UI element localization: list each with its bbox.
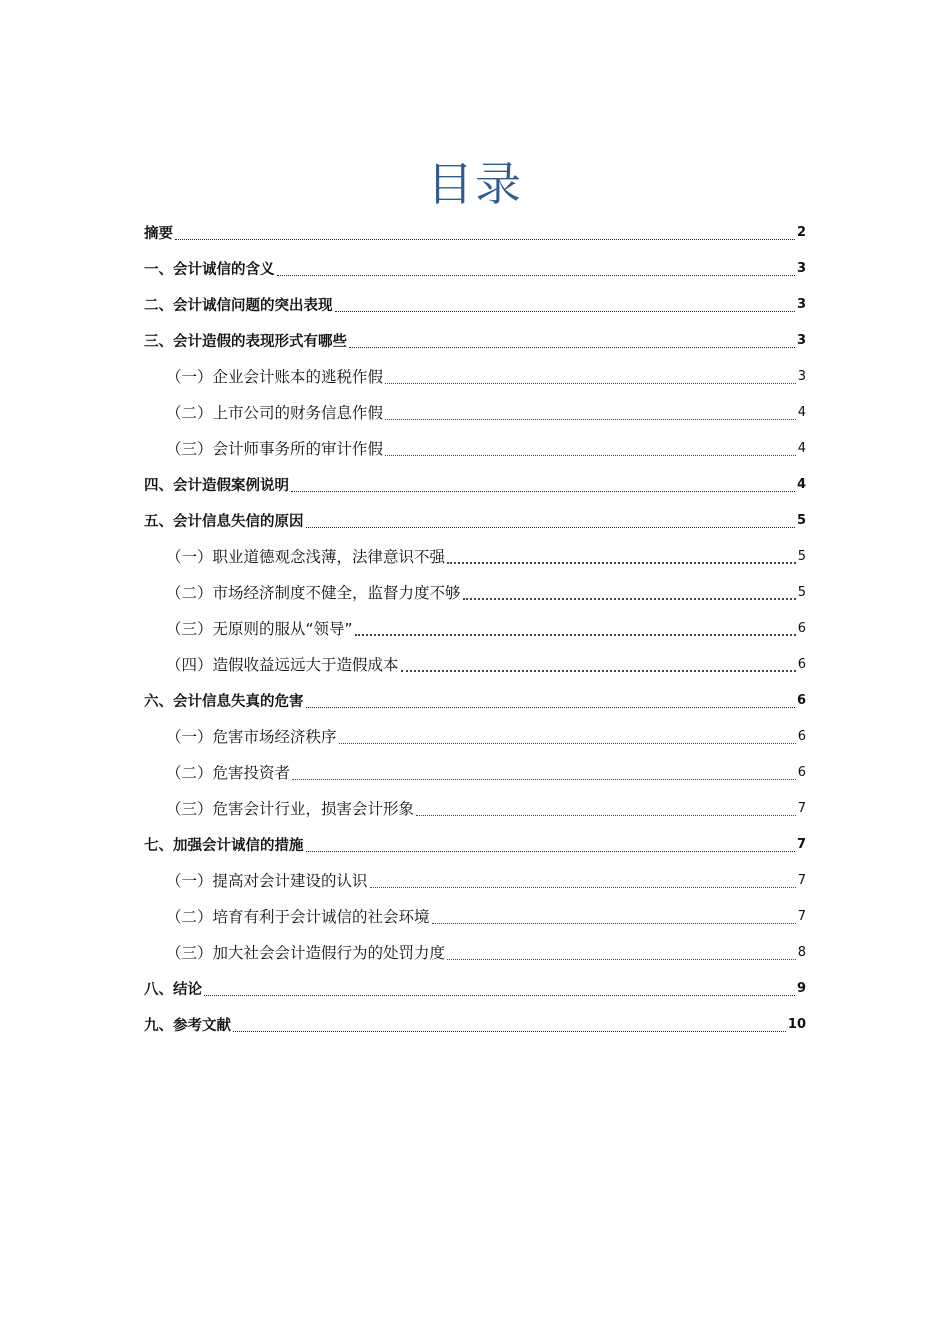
dot-leader: [339, 743, 796, 744]
dot-leader: [447, 959, 796, 960]
dot-leader: [291, 491, 795, 492]
toc-entry-text: 四、会计造假案例说明: [144, 477, 289, 494]
dot-leader: [401, 670, 796, 672]
toc-entry[interactable]: [144, 790, 806, 826]
dot-leader: [306, 707, 795, 708]
toc-page-number: 7: [797, 872, 806, 888]
toc-entry-text: （二）上市公司的财务信息作假: [166, 404, 384, 422]
toc-page-number: 7: [797, 800, 806, 816]
toc-entry-text: （三）加大社会会计造假行为的处罚力度: [166, 944, 446, 962]
dot-leader: [463, 598, 796, 600]
toc-entry[interactable]: [144, 394, 806, 430]
dot-leader: [355, 634, 796, 636]
toc-entry[interactable]: [144, 1006, 806, 1042]
dot-leader: [370, 887, 796, 888]
toc-entry[interactable]: [144, 862, 806, 898]
toc-entry[interactable]: [144, 286, 806, 322]
toc-entry-text: （四）造假收益远远大于造假成本: [166, 656, 399, 674]
toc-page-number: 4: [796, 476, 806, 492]
toc-page-number: 6: [797, 656, 806, 672]
toc-entry[interactable]: [144, 430, 806, 466]
toc-entry-text: 八、结论: [144, 981, 202, 998]
toc-entry-text: 三、会计造假的表现形式有哪些: [144, 333, 347, 350]
toc-page-number: 6: [797, 620, 806, 636]
toc-page-number: 6: [797, 764, 806, 780]
dot-leader: [432, 923, 796, 924]
toc-entry[interactable]: [144, 538, 806, 574]
toc-entry[interactable]: [144, 214, 806, 250]
toc-page-number: 4: [797, 404, 806, 420]
toc-page-number: 7: [797, 908, 806, 924]
dot-leader: [306, 851, 795, 852]
toc-page-number: 5: [797, 584, 806, 600]
toc-entry[interactable]: [144, 646, 806, 682]
toc-entry-text: 摘要: [144, 225, 173, 242]
toc-entry[interactable]: [144, 970, 806, 1006]
toc-entry-text: （二）市场经济制度不健全，监督力度不够: [166, 584, 461, 602]
dot-leader: [306, 527, 795, 528]
dot-leader: [335, 311, 795, 312]
toc-page-number: 9: [796, 980, 806, 996]
toc-entry-text: 九、参考文献: [144, 1017, 231, 1034]
toc-entry-text: 六、会计信息失真的危害: [144, 693, 304, 710]
dot-leader: [292, 779, 796, 780]
toc-page-number: 5: [796, 512, 806, 528]
toc-entry-text: （一）企业会计账本的逃税作假: [166, 368, 384, 386]
toc-page-number: 3: [796, 296, 806, 312]
toc-entry[interactable]: [144, 718, 806, 754]
toc-entry-text: （三）危害会计行业，损害会计形象: [166, 800, 415, 818]
toc-entry[interactable]: [144, 754, 806, 790]
toc-entry[interactable]: [144, 610, 806, 646]
toc-entry-text: （三）无原则的服从“领导”: [166, 620, 353, 638]
toc-page-number: 4: [797, 440, 806, 456]
toc-page-number: 7: [796, 836, 806, 852]
toc-entry-text: （一）提高对会计建设的认识: [166, 872, 368, 890]
toc-list: [144, 214, 806, 1042]
dot-leader: [447, 562, 796, 564]
dot-leader: [349, 347, 795, 348]
toc-page-number: 8: [797, 944, 806, 960]
toc-page-number: 5: [797, 548, 806, 564]
toc-entry[interactable]: [144, 322, 806, 358]
toc-entry[interactable]: [144, 682, 806, 718]
toc-entry-text: 五、会计信息失信的原因: [144, 513, 304, 530]
toc-entry-text: （二）危害投资者: [166, 764, 291, 782]
toc-entry[interactable]: [144, 502, 806, 538]
dot-leader: [385, 419, 796, 420]
dot-leader: [175, 239, 795, 240]
toc-page-number: 6: [796, 692, 806, 708]
toc-title: 目录: [427, 157, 523, 211]
toc-page-number: 3: [796, 260, 806, 276]
toc-entry-text: （三）会计师事务所的审计作假: [166, 440, 384, 458]
dot-leader: [204, 995, 795, 996]
dot-leader: [385, 455, 796, 456]
toc-page-number: 3: [796, 332, 806, 348]
toc-entry[interactable]: [144, 574, 806, 610]
toc-entry[interactable]: [144, 934, 806, 970]
toc-page-number: 10: [787, 1016, 806, 1032]
dot-leader: [233, 1031, 786, 1032]
toc-entry[interactable]: [144, 250, 806, 286]
toc-entry-text: （二）培育有利于会计诚信的社会环境: [166, 908, 430, 926]
dot-leader: [277, 275, 795, 276]
toc-entry-text: 一、会计诚信的含义: [144, 261, 275, 278]
dot-leader: [416, 815, 796, 816]
toc-entry[interactable]: [144, 898, 806, 934]
toc-page-number: 3: [797, 368, 806, 384]
toc-entry-text: 二、会计诚信问题的突出表现: [144, 297, 333, 314]
toc-entry[interactable]: [144, 466, 806, 502]
toc-entry[interactable]: [144, 826, 806, 862]
toc-entry[interactable]: [144, 358, 806, 394]
toc-entry-text: （一）职业道德观念浅薄，法律意识不强: [166, 548, 446, 566]
toc-entry-text: （一）危害市场经济秩序: [166, 728, 337, 746]
dot-leader: [385, 383, 796, 384]
toc-page-number: 6: [797, 728, 806, 744]
toc-page-number: 2: [796, 224, 806, 240]
toc-entry-text: 七、加强会计诚信的措施: [144, 837, 304, 854]
